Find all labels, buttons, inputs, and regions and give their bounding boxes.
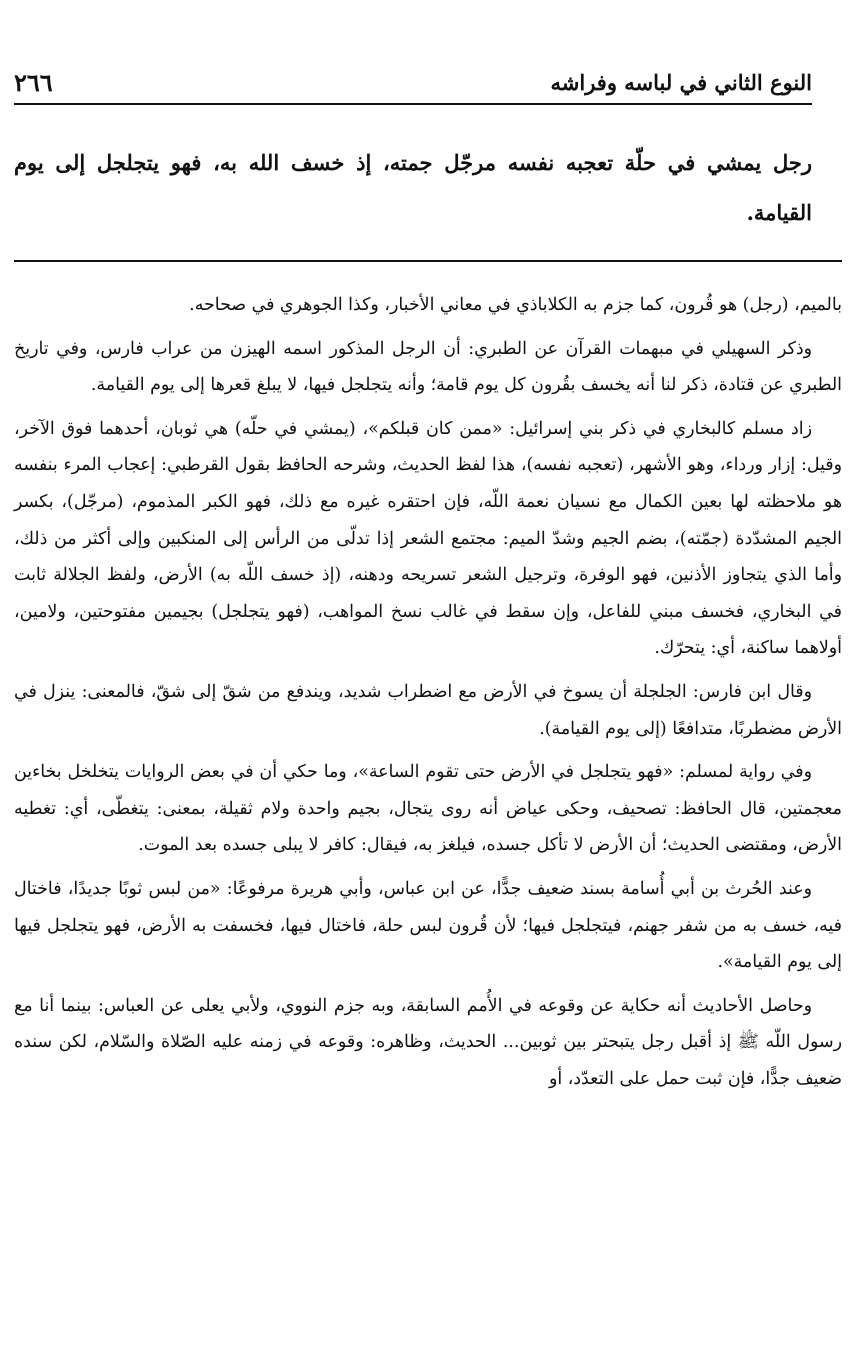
commentary-paragraph: وذكر السهيلي في مبهمات القرآن عن الطبري: أن الرجل المذكور اسمه الهيزن من عراب فارس، وفي تاريخ الطبري عن قتادة، ذكر لنا أنه يخسف بقُرون كل يوم قامة؛ وأنه يتجلجل فيها، لا يبلغ قعرها إلى يوم القيامة. [14,338,842,396]
running-title: النوع الثاني في لباسه وفراشه [550,69,812,95]
text-divider [14,260,842,262]
commentary-paragraph: وفي رواية لمسلم: «فهو يتجلجل في الأرض حتى تقوم الساعة»، وما حكي أن في بعض الروايات يتخلخل بخاءين معجمتين، قال الحافظ: تصحيف، وحكى عياض أنه روى يتجال، بجيم واحدة ولام ثقيلة، بمعنى: يتغطّى، أي: تغطيه الأرض، ومقتضى الحديث؛ أن الأرض لا تأكل جسده، فيلغز به، فيقال: كافر لا يبلى جسده بعد الموت. [14,762,842,856]
commentary [14,287,842,1104]
page-number: ٢٦٦ [14,67,53,97]
commentary-paragraph: وقال ابن فارس: الجلجلة أن يسوخ في الأرض مع اضطراب شديد، ويندفع من شقّ إلى شقّ، فالمعنى: ينزل في الأرض مضطربًا، متدافعًا (إلى يوم القيامة). [14,681,842,739]
commentary-paragraph: بالميم، (رجل) هو قُرون، كما جزم به الكلاباذي في معاني الأخبار، وكذا الجوهري في صحاحه. [189,295,842,315]
commentary-paragraph: وعند الحُرث بن أبي أُسامة بسند ضعيف جدًّا، عن ابن عباس، وأبي هريرة مرفوعًا: «من لبس ثوبًا جديدًا، فاختال فيه، خسف به من شفر جهنم، فيتجلجل فيها؛ لأن قُرون لبس حلة، فاختال فيها، فخسفت به الأرض، فهو يتجلجل فيها إلى يوم القيامة». [14,878,842,973]
commentary-paragraph: زاد مسلم كالبخاري في ذكر بني إسرائيل: «ممن كان قبلكم»، (يمشي في حلّه) هي ثوبان، أحدهما فوق الآخر، وقيل: إزار ورداء، وهو الأشهر، (تعجبه نفسه)، هذا لفظ الحديث، وشرحه الحافظ بقول القرطبي: إعجاب المرء بنفسه هو ملاحظته لها بعين الكمال مع نسيان نعمة اللّه، فإن احتقره غيره مع ذلك، فهو الكبر المذموم، (مرجّل)، بكسر الجيم المشدّدة (جمّته)، بضم الجيم وشدّ الميم: مجتمع الشعر إذا تدلّى من الرأس إلى المنكبين وإلى أكثر من ذلك، وأما الذي يتجاوز الأذنين، فهو الوفرة، وترجيل الشعر تسريحه ودهنه، (إذ خسف اللّه به) الأرض، ولفظ الجلالة ثابت في البخاري، فخسف مبني للفاعل، وإن سقط في غالب نسخ المواهب، (فهو يتجلجل) بجيمين مفتوحتين، ولامين، أولاهما ساكنة، أي: يتحرّك. [14,418,842,659]
hadith-text: رجل يمشي في حلّة تعجبه نفسه مرجّل جمته، إذ خسف الله به، فهو يتجلجل إلى يوم القيامة. [14,150,812,225]
page-header [14,64,812,100]
header-divider [14,103,812,105]
commentary-paragraph: وحاصل الأحاديث أنه حكاية عن وقوعه في الأُمم السابقة، وبه جزم النووي، ولأبي يعلى عن العباس: بينما أنا مع رسول اللّه ﷺ إذ أقبل رجل يتبحتر بين ثوبين... الحديث، وظاهره: وقوعه في زمنه عليه الصّلاة والسّلام، لكن سنده ضعيف جدًّا، فإن ثبت حمل على التعدّد، أو [14,995,842,1089]
